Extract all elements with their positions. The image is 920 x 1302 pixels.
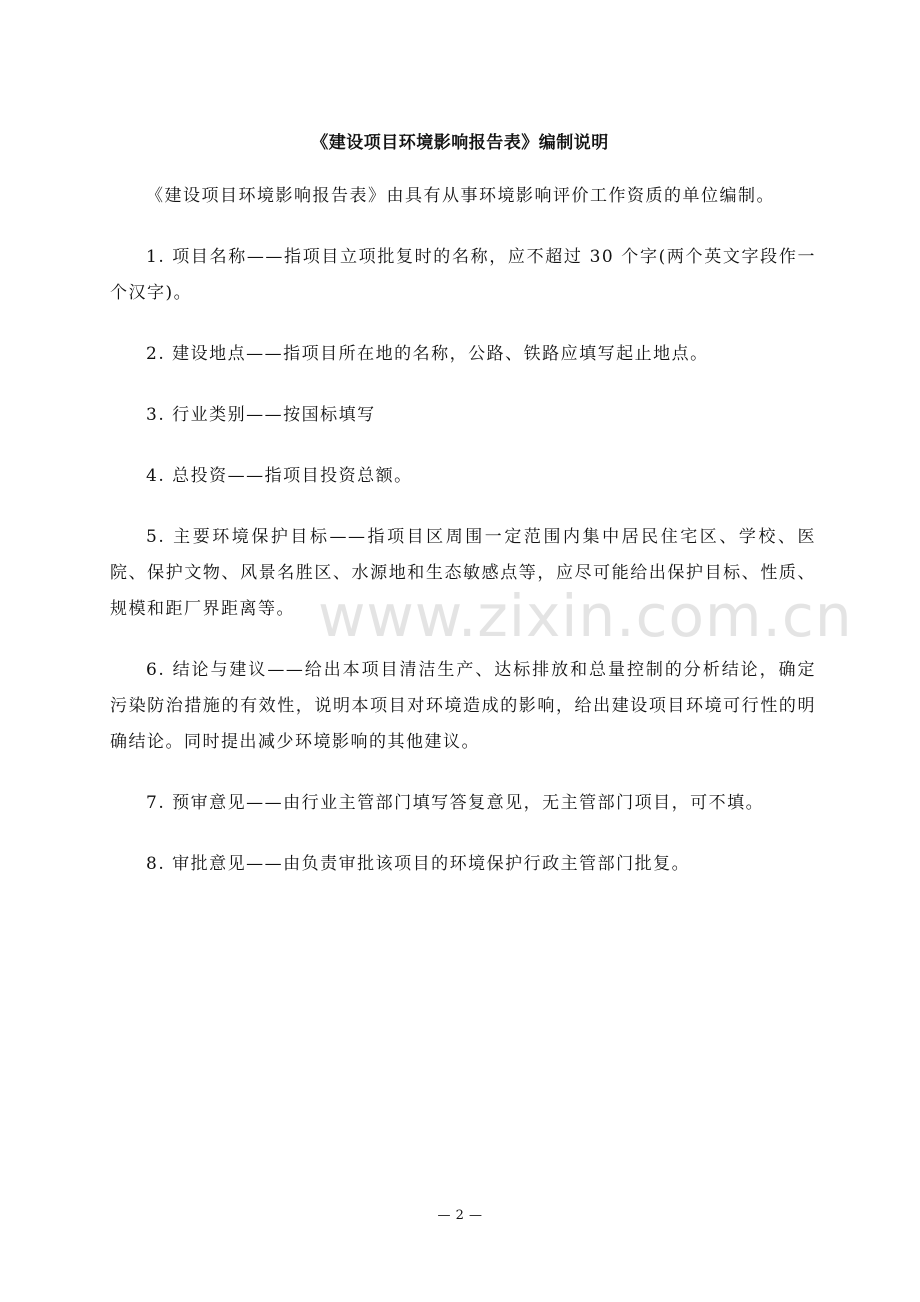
item-protection-targets: 5. 主要环境保护目标——指项目区周围一定范围内集中居民住宅区、学校、医院、保护文物、风景名胜区、水源地和生态敏感点等，应尽可能给出保护目标、性质、规模和距厂界距离等。 — [110, 527, 816, 619]
item-preliminary-review: 7. 预审意见——由行业主管部门填写答复意见，无主管部门项目，可不填。 — [146, 793, 765, 813]
item-conclusion-suggestions: 6. 结论与建议——给出本项目清洁生产、达标排放和总量控制的分析结论，确定污染防治措施的有效性，说明本项目对环境造成的影响，给出建设项目环境可行性的明确结论。同时提出减少环境影响的其他建议。 — [110, 660, 816, 752]
page-number: — 2 — — [437, 1208, 483, 1223]
document-title: 《建设项目环境影响报告表》编制说明 — [311, 133, 609, 153]
item-industry-category: 3. 行业类别——按国标填写 — [146, 405, 376, 425]
item-construction-site: 2. 建设地点——指项目所在地的名称，公路、铁路应填写起止地点。 — [146, 344, 709, 364]
intro-paragraph: 《建设项目环境影响报告表》由具有从事环境影响评价工作资质的单位编制。 — [146, 186, 775, 206]
item-approval-opinion: 8. 审批意见——由负责审批该项目的环境保护行政主管部门批复。 — [146, 854, 691, 874]
item-total-investment: 4. 总投资——指项目投资总额。 — [146, 466, 413, 486]
watermark: www.zixin.com.cn — [318, 582, 853, 650]
item-project-name: 1. 项目名称——指项目立项批复时的名称，应不超过 30 个字(两个英文字段作一个汉字)。 — [110, 247, 816, 303]
document-body — [110, 178, 816, 907]
